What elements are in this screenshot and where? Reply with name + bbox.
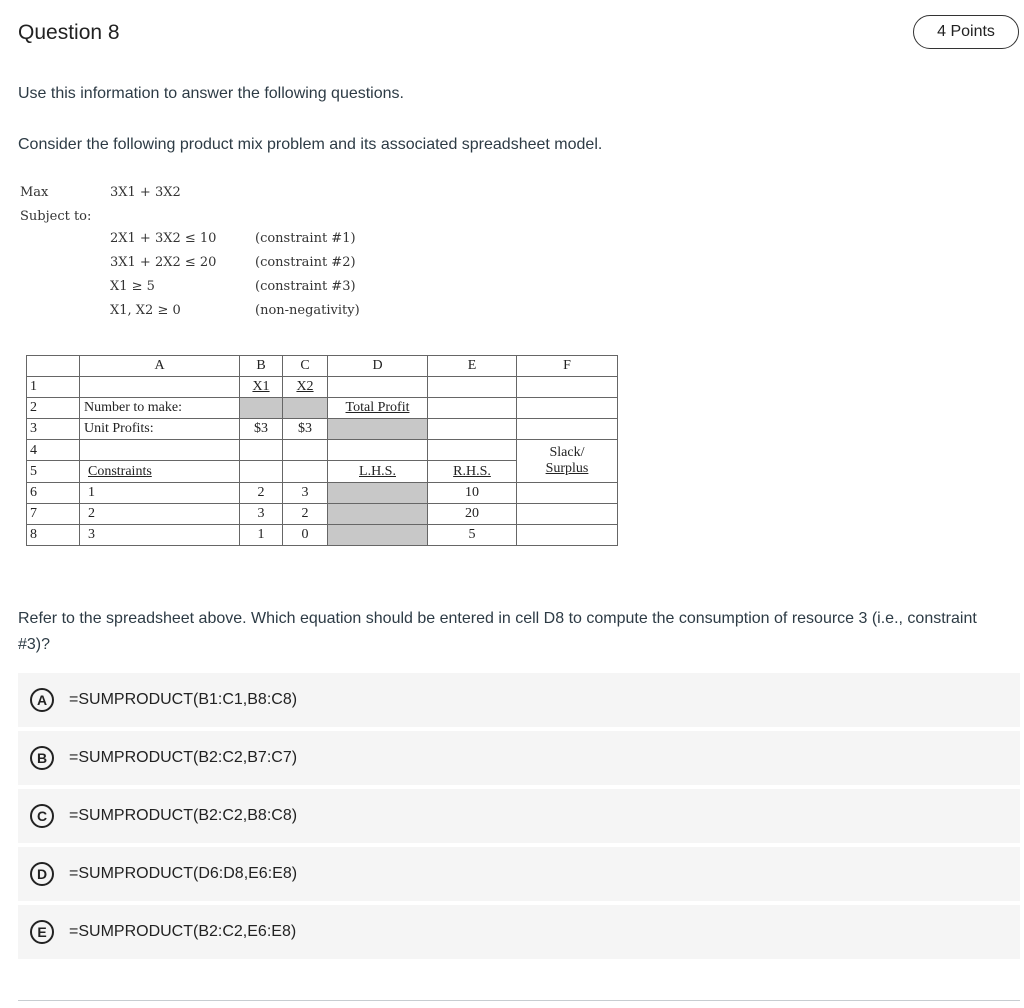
rhs-e7: 20 [428,504,517,525]
option-letter-badge: B [30,746,54,770]
coef-b8: 1 [240,525,283,546]
cell-d3 [328,419,428,440]
option-text: =SUMPRODUCT(B2:C2,E6:E8) [69,923,297,940]
lp-objective: 3X1 + 3X2 [110,185,181,200]
question-title: Question 8 [18,21,120,44]
option-text: =SUMPRODUCT(B1:C1,B8:C8) [69,691,298,708]
lp-nonneg-expr: X1, X2 ≥ 0 [110,303,181,318]
intro-text: Use this information to answer the following questions. [18,85,404,102]
option-text: =SUMPRODUCT(B2:C2,B7:C7) [69,749,298,766]
sheet-row-2 [27,398,618,419]
question-prompt: Refer to the spreadsheet above. Which equation should be entered in cell D8 to compute the consumption of resource 3 (i.e., constraint #3)? [18,610,977,653]
row-number: 4 [27,440,79,461]
row-number: 1 [27,377,80,398]
bottom-divider [18,1000,1020,1001]
cell-d7 [328,504,428,525]
sheet-row-4-5 [27,440,618,483]
rhs-e6: 10 [428,483,517,504]
number-to-make-label: Number to make: [80,398,240,419]
option-letter-badge: E [30,920,54,944]
col-header-e: E [428,356,517,377]
points-badge: 4 Points [913,15,1019,49]
profit-c3: $3 [283,419,328,440]
lp-nonneg-label: (non-negativity) [255,303,360,318]
row-number: 3 [27,419,80,440]
col-header-a: A [80,356,240,377]
corner-cell [27,356,80,377]
sheet-header-row [27,356,618,377]
lp-constraint-expr: 2X1 + 3X2 ≤ 10 [110,231,217,246]
row-number: 8 [27,525,80,546]
context-text: Consider the following product mix problem and its associated spreadsheet model. [18,136,603,153]
col-header-c: C [283,356,328,377]
sheet-row-3 [27,419,618,440]
unit-profits-label: Unit Profits: [80,419,240,440]
row-number: 2 [27,398,80,419]
answer-options [18,673,1020,963]
cell-d6 [328,483,428,504]
constraint-id: 2 [80,504,240,525]
col-header-b: B [240,356,283,377]
sheet-row-1 [27,377,618,398]
option-letter-badge: D [30,862,54,886]
slack-label-line2: Surplus [545,461,589,476]
col-header-f: F [517,356,618,377]
x2-label: X2 [283,377,328,398]
sheet-row-6 [27,483,618,504]
col-header-d: D [328,356,428,377]
coef-b7: 3 [240,504,283,525]
coef-c8: 0 [283,525,328,546]
answer-option-a[interactable] [18,673,1020,727]
answer-option-d[interactable] [18,847,1020,901]
profit-b3: $3 [240,419,283,440]
spreadsheet [26,355,618,546]
coef-b6: 2 [240,483,283,504]
lp-constraint-expr: 3X1 + 2X2 ≤ 20 [110,255,217,270]
cell-d8 [328,525,428,546]
lp-constraint-label: (constraint #1) [255,231,356,246]
lp-constraint-label: (constraint #3) [255,279,356,294]
option-letter-badge: A [30,688,54,712]
rhs-e8: 5 [428,525,517,546]
lp-subject-label: Subject to: [20,209,92,224]
constraint-id: 3 [80,525,240,546]
total-profit-label: Total Profit [328,398,428,419]
coef-c7: 2 [283,504,328,525]
row-number: 5 [30,464,37,479]
constraint-id: 1 [80,483,240,504]
sheet-row-7 [27,504,618,525]
x1-label: X1 [240,377,283,398]
lp-constraint-label: (constraint #2) [255,255,356,270]
cell-b2 [240,398,283,419]
option-text: =SUMPRODUCT(D6:D8,E6:E8) [69,865,298,882]
coef-c6: 3 [283,483,328,504]
cell-c2 [283,398,328,419]
answer-option-c[interactable] [18,789,1020,843]
row-number: 6 [27,483,80,504]
slack-label-line1: Slack/ [549,444,585,460]
option-letter-badge: C [30,804,54,828]
answer-option-b[interactable] [18,731,1020,785]
answer-option-e[interactable] [18,905,1020,959]
option-text: =SUMPRODUCT(B2:C2,B8:C8) [69,807,298,824]
lhs-label: L.H.S. [359,464,396,479]
sheet-row-8 [27,525,618,546]
rhs-label: R.H.S. [453,464,491,479]
lp-constraint-expr: X1 ≥ 5 [110,279,155,294]
row-number: 7 [27,504,80,525]
constraints-label: Constraints [88,464,152,479]
lp-max-label: Max [20,185,49,200]
